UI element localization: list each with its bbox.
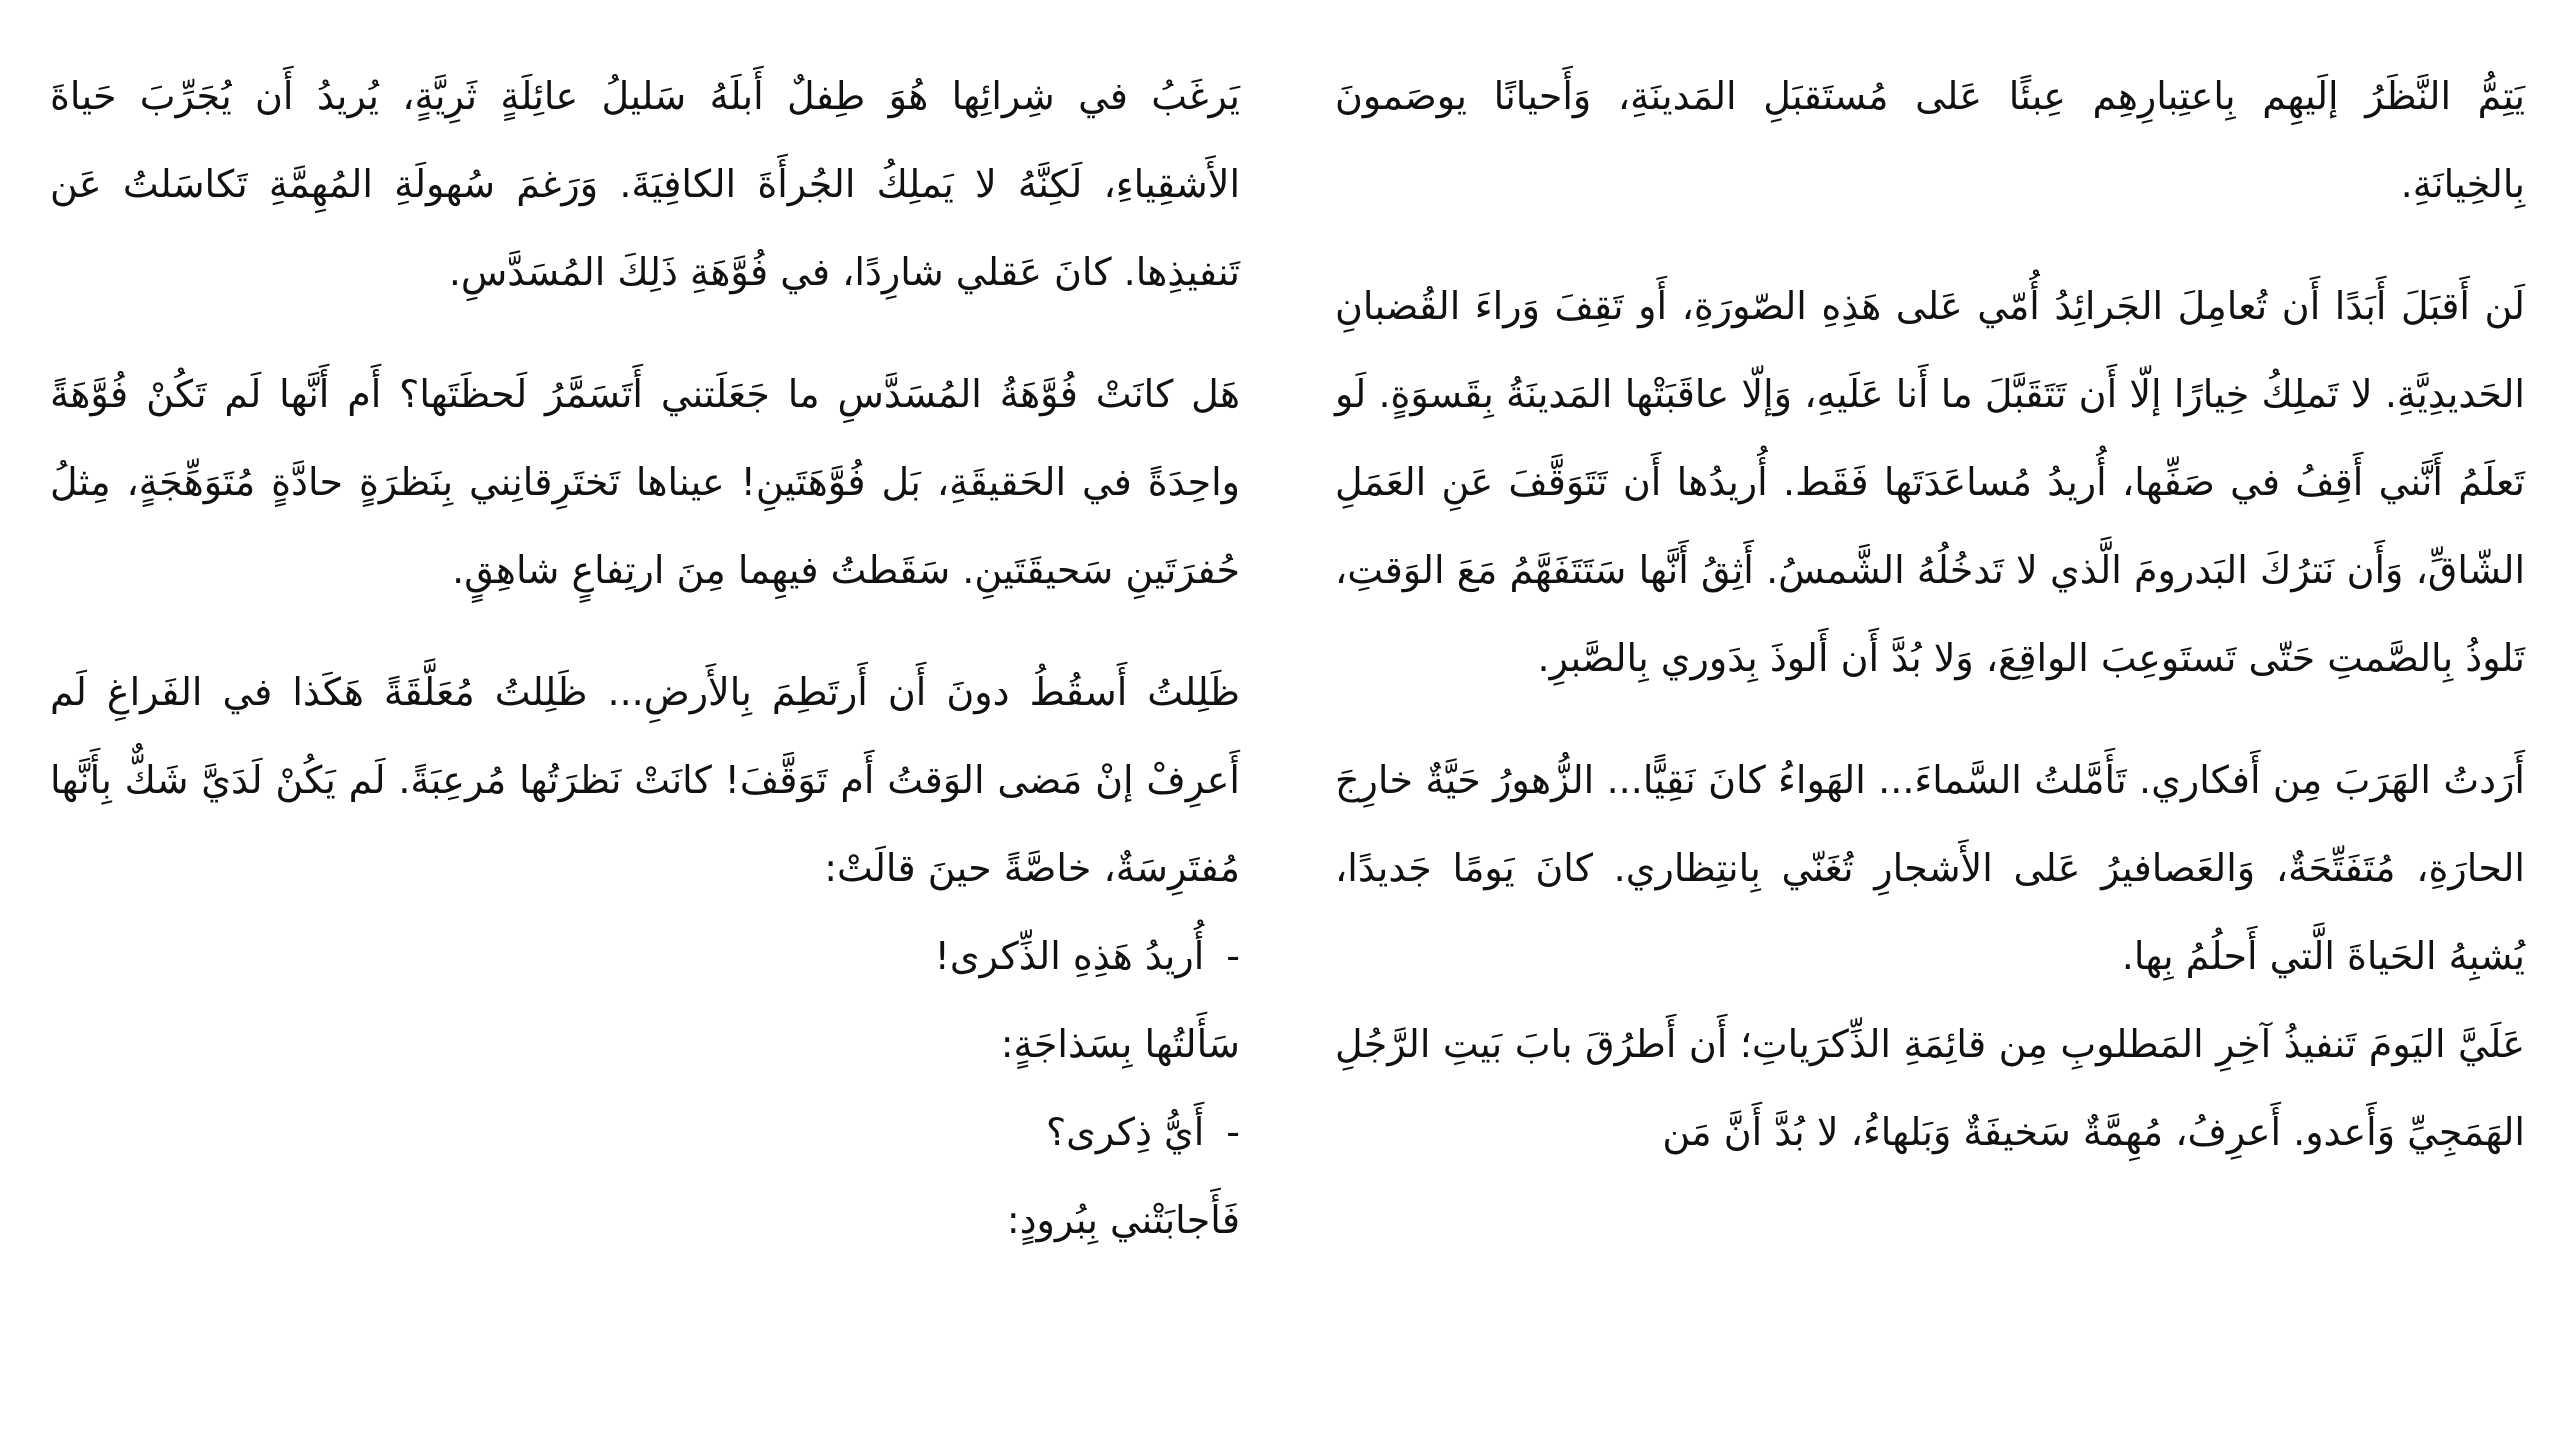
dialog-text: أُريدُ هَذِهِ الذِّكرى! xyxy=(934,934,1205,978)
paragraph: هَل كانَتْ فُوَّهَةُ المُسَدَّسِ ما جَعَلَتني أَتَسَمَّرُ لَحظَتَها؟ أَم أَنَّها لَم تَكُنْ فُوَّهَةً واحِدَةً في الحَقيقَةِ، بَل فُوَّهَتَينِ! عيناها تَختَرِقانِني بِنَظرَةٍ حادَّةٍ مُتَوَهِّجَةٍ، مِثلُ حُفرَتَينِ سَحيقَتَينِ. سَقَطتُ فيهِما مِنَ ارتِفاعٍ شاهِقٍ. xyxy=(50,372,1240,592)
dialog-dash: - xyxy=(1226,1110,1240,1154)
dialog-text: فَأَجابَتْني بِبُرودٍ: xyxy=(1006,1198,1240,1242)
paragraph: أَرَدتُ الهَرَبَ مِن أَفكاري. تَأَمَّلتُ السَّماءَ... الهَواءُ كانَ نَقِيًّا... الزُّهورُ حَيَّةٌ خارِجَ الحارَةِ، مُتَفَتِّحَةٌ، وَالعَصافيرُ عَلى الأَشجارِ تُغَنّي بِانتِظاري. كانَ يَومًا جَديدًا، يُشبِهُ الحَياةَ الَّتي أَحلُمُ بِها. xyxy=(1335,758,2525,978)
paragraph: يَرغَبُ في شِرائِها هُوَ طِفلٌ أَبلَهُ سَليلُ عائِلَةٍ ثَرِيَّةٍ، يُريدُ أَن يُجَرِّبَ حَياةَ الأَشقِياءِ، لَكِنَّهُ لا يَملِكُ الجُرأَةَ الكافِيَةَ. وَرَغمَ سُهولَةِ المُهِمَّةِ تَكاسَلتُ عَن تَنفيذِها. كانَ عَقلي شارِدًا، في فُوَّهَةِ ذَلِكَ المُسَدَّسِ. xyxy=(50,74,1240,294)
left-page-column xyxy=(50,52,1240,1264)
paragraph: عَلَيَّ اليَومَ تَنفيذُ آخِرِ المَطلوبِ مِن قائِمَةِ الذِّكرَياتِ؛ أَن أَطرُقَ بابَ بَيتِ الرَّجُلِ الهَمَجِيِّ وَأَعدو. أَعرِفُ، مُهِمَّةٌ سَخيفَةٌ وَبَلهاءُ، لا بُدَّ أَنَّ مَن xyxy=(1335,1022,2525,1154)
dialog-line xyxy=(50,1176,1240,1264)
dialog-text: أَيُّ ذِكرى؟ xyxy=(1046,1110,1205,1154)
dialog-dash: - xyxy=(1226,934,1240,978)
right-page-column xyxy=(1335,52,2525,1210)
dialog-line xyxy=(50,1000,1240,1088)
paragraph: يَتِمُّ النَّظَرُ إلَيهِم بِاعتِبارِهِم عِبئًا عَلى مُستَقبَلِ المَدينَةِ، وَأَحيانًا يوصَمونَ بِالخِيانَةِ. xyxy=(1335,74,2525,206)
paragraph: لَن أَقبَلَ أَبَدًا أَن تُعامِلَ الجَرائِدُ أُمّي عَلى هَذِهِ الصّورَةِ، أَو تَقِفَ وَراءَ القُضبانِ الحَديدِيَّةِ. لا تَملِكُ خِيارًا إلّا أَن تَتَقَبَّلَ ما أَنا عَلَيهِ، وَإلّا عاقَبَتْها المَدينَةُ بِقَسوَةٍ. لَو تَعلَمُ أَنَّني أَقِفُ في صَفِّها، أُريدُ مُساعَدَتَها فَقَط. أُريدُها أَن تَتَوَقَّفَ عَنِ العَمَلِ الشّاقِّ، وَأَن نَترُكَ البَدرومَ الَّذي لا تَدخُلُهُ الشَّمسُ. أَثِقُ أَنَّها سَتَتَفَهَّمُ مَعَ الوَقتِ، تَلوذُ بِالصَّمتِ حَتّى تَستَوعِبَ الواقِعَ، وَلا بُدَّ أَن أَلوذَ بِدَوري بِالصَّبرِ. xyxy=(1335,284,2525,680)
dialog-line xyxy=(50,912,1240,1000)
dialog-text: سَأَلتُها بِسَذاجَةٍ: xyxy=(1000,1022,1240,1066)
dialog-line xyxy=(50,1088,1240,1176)
paragraph: ظَلِلتُ أَسقُطُ دونَ أَن أَرتَطِمَ بِالأَرضِ... ظَلِلتُ مُعَلَّقَةً هَكَذا في الفَراغِ لَم أَعرِفْ إنْ مَضى الوَقتُ أَم تَوَقَّفَ! كانَتْ نَظرَتُها مُرعِبَةً. لَم يَكُنْ لَدَيَّ شَكٌّ بِأَنَّها مُفتَرِسَةٌ، خاصَّةً حينَ قالَتْ: xyxy=(50,670,1240,890)
